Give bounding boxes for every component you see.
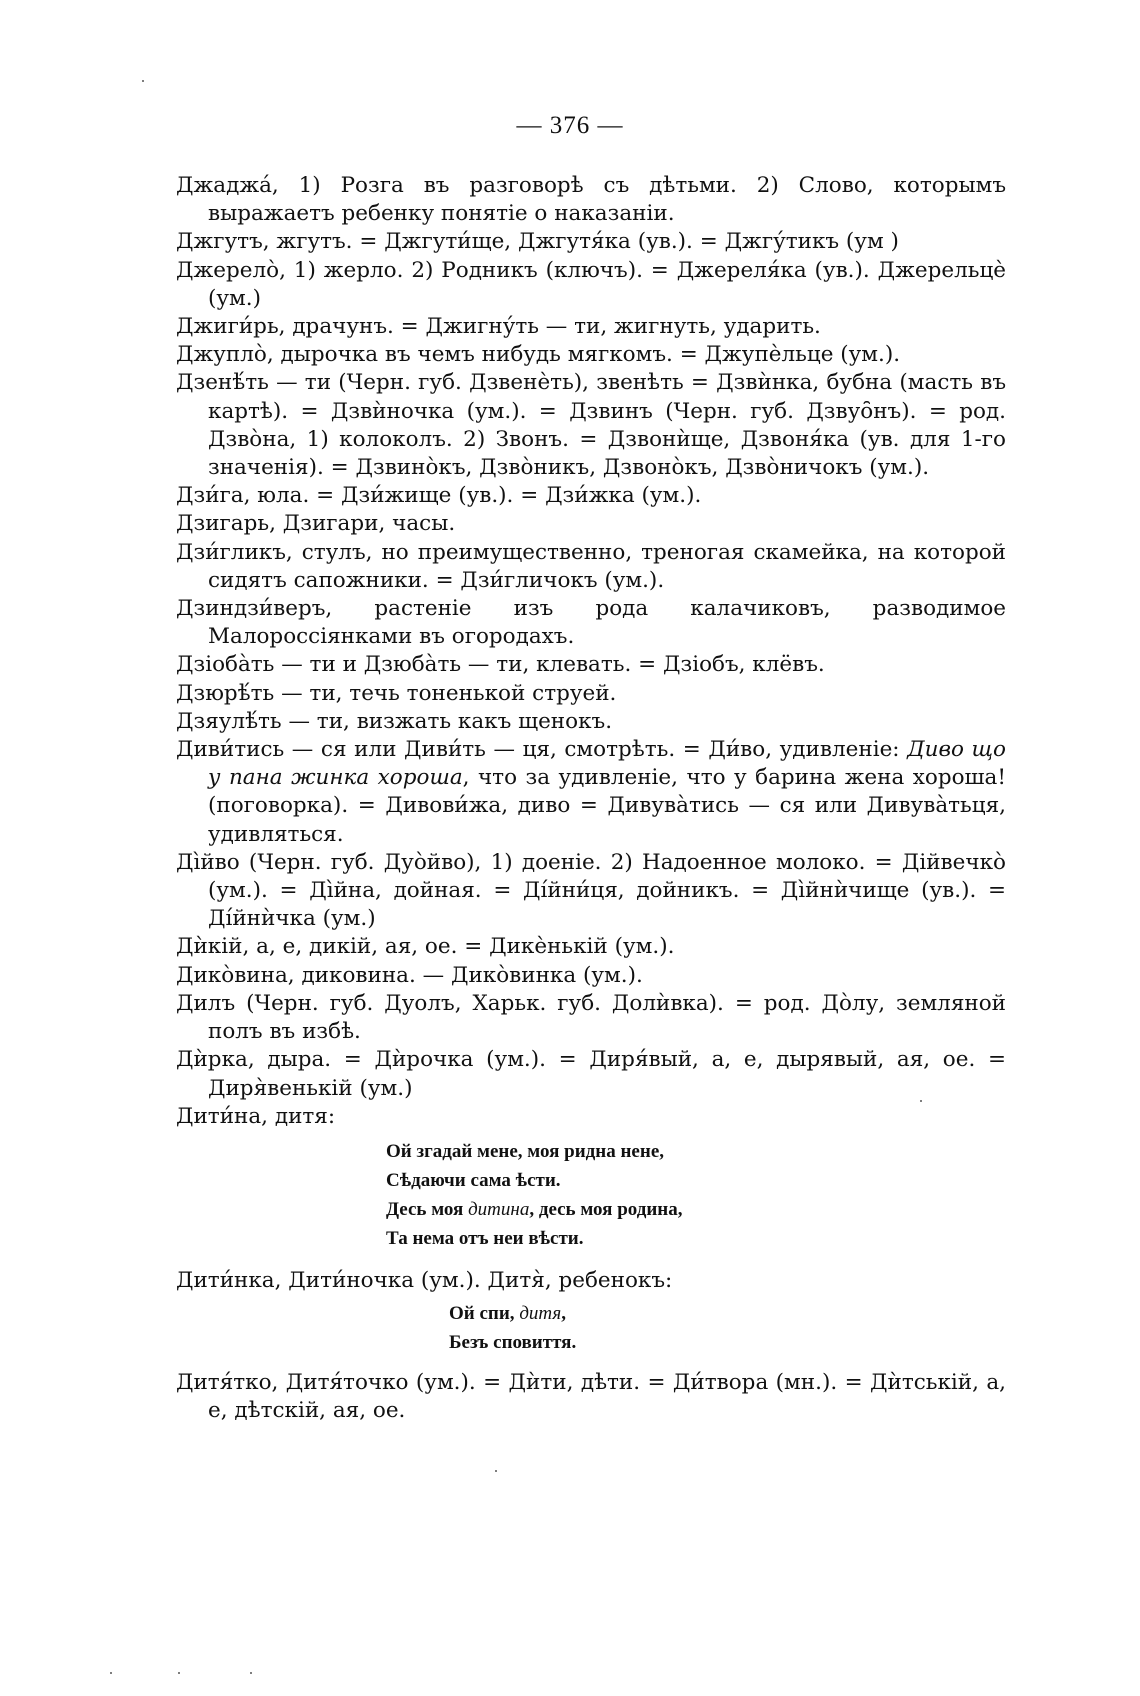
entry: Дзи́гликъ, стулъ, но преимущественно, треногая скамейка, на которой сидятъ сапожники. = Дзи́гличокъ (ум.). [176, 539, 1006, 593]
entry: Дѝрка, дыра. = Дѝрочка (ум.). = Диря́вый, а, е, дырявый, ая, ое. = Диря̀венькій (ум.) [176, 1047, 1006, 1101]
verse-italic: дитина [468, 1198, 530, 1220]
entry: Дзіоба̀ть — ти и Дзюба̀ть — ти, клевать. = Дзіобъ, клёвъ. [176, 652, 825, 678]
scan-speck [495, 1470, 497, 1472]
entry: Дзенѣ́ть — ти (Черн. губ. Дзвенѐть), звенѣть = Дзвѝнка, бубна (масть въ картѣ). = Дзвѝночка (ум.). = Дзвинъ (Черн. губ. Дзвуо̑нъ). = род. Дзво̀на, 1) колоколъ. 2) Звонъ. = Дзвонѝще, Дзвоня́ка (ув. для 1-го значенія). = Дзвино̀къ, Дзво̀никъ, Дзвоно̀къ, Дзво̀ничокъ (ум.). [176, 370, 1006, 481]
dictionary-entries [176, 172, 1006, 1426]
entry: Дилъ (Черн. губ. Дуолъ, Харьк. губ. Долѝвка). = род. До̀лу, земляной полъ въ избѣ. [176, 990, 1006, 1045]
entry: Дзи́га, юла. = Дзи́жище (ув.). = Дзи́жка (ум.). [176, 483, 702, 509]
entry: Дити́нка, Дити́ночка (ум.). Дитя̀, ребенокъ: [176, 1267, 673, 1293]
verse-quote [176, 1137, 1006, 1253]
verse-line [386, 1195, 1006, 1224]
entry: Дити́на, дитя: [176, 1103, 336, 1129]
entry: Дико̀вина, диковина. — Дико̀винка (ум.). [176, 962, 643, 988]
entry: Джаджа́, 1) Розга въ разговорѣ съ дѣтьми. 2) Слово, которымъ выражаетъ ребенку понятіе о наказаніи. [176, 173, 1006, 227]
entry: Джупло̀, дырочка въ чемъ нибудь мягкомъ. = Джупѐльце (ум.). [176, 342, 901, 368]
verse-line: Ой згадай мене, моя ридна нене, [386, 1140, 664, 1162]
verse-italic: дитя [519, 1303, 562, 1325]
entry: Дзяулѣ́ть — ти, визжать какъ щенокъ. [176, 708, 613, 734]
verse-line: Сѣдаючи сама ѣсти. [386, 1169, 561, 1191]
entry-with-proverb [176, 736, 1006, 849]
entry: Дитя́тко, Дитя́точко (ум.). = Дѝти, дѣти. = Ди́твора (мн.). = Дѝтській, а, е, дѣтскій, ая, ое. [176, 1370, 1006, 1424]
entry: Дѝкій, а, е, дикій, ая, ое. = Дикѐнькій (ум.). [176, 934, 675, 960]
scan-speck [178, 1672, 180, 1674]
entry: Дзюрѣ́ть — ти, течь тоненькой струей. [176, 680, 617, 706]
scan-speck [250, 1672, 252, 1674]
verse-text: , десь моя родина, [529, 1198, 683, 1220]
verse-line [449, 1299, 1006, 1328]
entry-text: Диви́тись — ся или Диви́ть — ця, смотрѣть. = Ди́во, удивленіе: [176, 737, 908, 763]
verse-text: , [561, 1303, 566, 1325]
entry-text: , что за удивленіе, что у барина жена хороша! (поговорка). = Дивови́жа, диво = Дивува̀тись — ся или Дивува̀тьця, удивляться. [208, 765, 1006, 847]
page-number: — 376 — [516, 112, 624, 139]
verse-line: Безъ сповиття. [449, 1332, 577, 1354]
verse-text: Десь моя [386, 1198, 469, 1220]
verse-quote [176, 1299, 1006, 1357]
verse-line: Та нема отъ неи вѣсти. [386, 1227, 584, 1249]
entry: Дзигарь, Дзигари, часы. [176, 511, 456, 537]
entry: Дзиндзи́веръ, растеніе изъ рода калачиковъ, разводимое Малороссіянками въ огородахъ. [176, 596, 1006, 650]
entry: Джерело̀, 1) жерло. 2) Родникъ (ключъ). = Джереля́ка (ув.). Джерельцѐ (ум.) [176, 257, 1006, 311]
entry: Ді̀йво (Черн. губ. Дуо̀йво), 1) доеніе. 2) Надоенное молоко. = Дійвечко̀ (ум.). = Ді̀йна, дойная. = Ді́йни́ця, дойникъ. = Ді̀йнѝчище (ув.). = Ді́йнѝчка (ум.) [176, 849, 1006, 932]
scan-speck [920, 1100, 922, 1102]
entry: Джгутъ, жгутъ. = Джгути́ще, Джгутя́ка (ув.). = Джгу́тикъ (ум ) [176, 229, 899, 255]
scan-speck [142, 80, 144, 82]
verse-text: Ой спи, [449, 1303, 520, 1325]
proverb-italic: Диво що у пана жинка хороша [208, 737, 1006, 791]
entry: Джиги́рь, драчунъ. = Джигну́ть — ти, жигнуть, ударить. [176, 314, 821, 340]
scan-speck [110, 1672, 112, 1674]
